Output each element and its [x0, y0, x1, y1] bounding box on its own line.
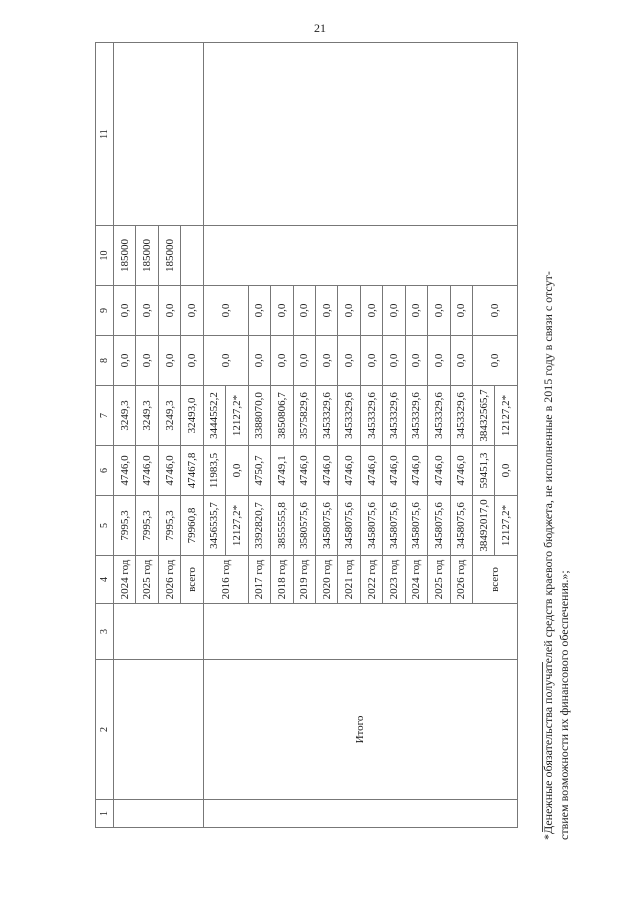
col-9-value-cell: 0,0	[315, 286, 337, 336]
col-7-value-cell: 12127,2*	[495, 386, 518, 446]
col-8-value-cell: 0,0	[181, 336, 203, 386]
col-9-value-cell: 0,0	[338, 286, 360, 336]
col-6-value-cell: 0,0	[495, 446, 518, 496]
footnote-line-1: *Денежные обязательства получателей средств краевого бюджета, не исполненные в 2015 году в связи с отсут-	[541, 271, 555, 840]
col-7-value-cell: 3575829,6	[293, 386, 315, 446]
col-8-value-cell: 0,0	[338, 336, 360, 386]
total-value-cell: 7995,3	[114, 496, 136, 556]
footnote-line-2: ствием возможности их финансового обеспечения.»;	[557, 570, 571, 840]
col-2-cell	[114, 660, 204, 800]
total-value-cell: 3855555,8	[271, 496, 293, 556]
col-1-cell	[114, 800, 204, 828]
col-6-value-cell: 4746,0	[293, 446, 315, 496]
total-value-cell: 12127,2*	[226, 496, 248, 556]
col-9-value-cell: 0,0	[271, 286, 293, 336]
col-9-value-cell: 0,0	[428, 286, 450, 336]
col-9-value-cell: 0,0	[360, 286, 382, 336]
total-value-cell: 3458075,6	[383, 496, 405, 556]
column-number: 2	[96, 660, 114, 800]
year-cell: 2022 год	[360, 556, 382, 604]
col-8-value-cell: 0,0	[473, 336, 518, 386]
year-cell: 2024 год	[114, 556, 136, 604]
col-7-value-cell: 3453329,6	[450, 386, 472, 446]
col-6-value-cell: 4746,0	[428, 446, 450, 496]
total-value-cell: 3458075,6	[405, 496, 427, 556]
budget-table-container	[95, 43, 518, 828]
col-7-value-cell: 3453329,6	[338, 386, 360, 446]
col-7-value-cell: 3850806,7	[271, 386, 293, 446]
total-value-cell: 7995,3	[158, 496, 180, 556]
col-6-value-cell: 4750,7	[248, 446, 270, 496]
col-6-value-cell: 4746,0	[136, 446, 158, 496]
col-7-value-cell: 3249,3	[158, 386, 180, 446]
col-9-value-cell: 0,0	[473, 286, 518, 336]
total-value-cell: 3458075,6	[428, 496, 450, 556]
col-6-value-cell: 4746,0	[158, 446, 180, 496]
total-value-cell: 3458075,6	[450, 496, 472, 556]
col-6-value-cell: 4749,1	[271, 446, 293, 496]
col-9-value-cell: 0,0	[158, 286, 180, 336]
col-7-value-cell: 3249,3	[136, 386, 158, 446]
col-7-value-cell: 3453329,6	[360, 386, 382, 446]
column-number: 5	[96, 496, 114, 556]
col-6-value-cell: 4746,0	[450, 446, 472, 496]
col-9-value-cell: 0,0	[181, 286, 203, 336]
col-6-value-cell: 4746,0	[360, 446, 382, 496]
col-8-value-cell: 0,0	[114, 336, 136, 386]
total-value-cell: 3580575,6	[293, 496, 315, 556]
col-10-cell	[203, 226, 517, 286]
col-10-value-cell	[181, 226, 203, 286]
col-6-value-cell: 4746,0	[114, 446, 136, 496]
total-value-cell: 38492017,0	[473, 496, 495, 556]
col-9-value-cell: 0,0	[450, 286, 472, 336]
col-7-value-cell: 3444552,2	[203, 386, 225, 446]
itogo-label: Итого	[203, 660, 517, 800]
total-value-cell: 7995,3	[136, 496, 158, 556]
year-cell: 2020 год	[315, 556, 337, 604]
col-7-value-cell: 32493,0	[181, 386, 203, 446]
col-6-value-cell: 4746,0	[315, 446, 337, 496]
column-number: 7	[96, 386, 114, 446]
col-7-value-cell: 3453329,6	[428, 386, 450, 446]
col-9-value-cell: 0,0	[293, 286, 315, 336]
col-8-value-cell: 0,0	[136, 336, 158, 386]
col-6-value-cell: 4746,0	[383, 446, 405, 496]
col-6-value-cell: 47467,8	[181, 446, 203, 496]
col-6-value-cell: 0,0	[226, 446, 248, 496]
year-cell: всего	[473, 556, 518, 604]
total-value-cell: 3456535,7	[203, 496, 225, 556]
col-10-value-cell: 185000	[136, 226, 158, 286]
budget-table	[95, 42, 518, 828]
year-cell: 2018 год	[271, 556, 293, 604]
col-8-value-cell: 0,0	[203, 336, 248, 386]
year-cell: всего	[181, 556, 203, 604]
year-cell: 2019 год	[293, 556, 315, 604]
year-cell: 2025 год	[428, 556, 450, 604]
col-6-value-cell: 59451,3	[473, 446, 495, 496]
col-7-value-cell: 3453329,6	[383, 386, 405, 446]
total-value-cell: 3392820,7	[248, 496, 270, 556]
col-1-cell	[203, 800, 517, 828]
col-8-value-cell: 0,0	[271, 336, 293, 386]
col-7-value-cell: 38432565,7	[473, 386, 495, 446]
col-3-cell	[114, 604, 204, 660]
total-value-cell: 3458075,6	[360, 496, 382, 556]
total-value-cell: 3458075,6	[315, 496, 337, 556]
col-8-value-cell: 0,0	[248, 336, 270, 386]
col-10-value-cell: 185000	[158, 226, 180, 286]
col-8-value-cell: 0,0	[293, 336, 315, 386]
col-9-value-cell: 0,0	[405, 286, 427, 336]
col-11-cell	[203, 43, 517, 226]
col-7-value-cell: 3388070,0	[248, 386, 270, 446]
year-cell: 2023 год	[383, 556, 405, 604]
col-8-value-cell: 0,0	[360, 336, 382, 386]
header-row	[96, 43, 114, 828]
total-value-cell: 79960,8	[181, 496, 203, 556]
column-number: 6	[96, 446, 114, 496]
column-number: 11	[96, 43, 114, 226]
col-7-value-cell: 3453329,6	[315, 386, 337, 446]
year-cell: 2016 год	[203, 556, 248, 604]
col-3-cell	[203, 604, 517, 660]
col-11-cell	[114, 43, 204, 226]
table-row	[114, 43, 136, 828]
col-6-value-cell: 11983,5	[203, 446, 225, 496]
col-10-value-cell: 185000	[114, 226, 136, 286]
year-cell: 2025 год	[136, 556, 158, 604]
col-9-value-cell: 0,0	[383, 286, 405, 336]
year-cell: 2024 год	[405, 556, 427, 604]
col-7-value-cell: 3249,3	[114, 386, 136, 446]
total-value-cell: 12127,2*	[495, 496, 518, 556]
col-8-value-cell: 0,0	[158, 336, 180, 386]
col-6-value-cell: 4746,0	[338, 446, 360, 496]
year-cell: 2026 год	[450, 556, 472, 604]
col-7-value-cell: 12127,2*	[226, 386, 248, 446]
footnote	[540, 120, 574, 840]
year-cell: 2026 год	[158, 556, 180, 604]
col-6-value-cell: 4746,0	[405, 446, 427, 496]
column-number: 1	[96, 800, 114, 828]
column-number: 10	[96, 226, 114, 286]
col-8-value-cell: 0,0	[405, 336, 427, 386]
col-7-value-cell: 3453329,6	[405, 386, 427, 446]
page-number: 21	[314, 21, 326, 35]
year-cell: 2021 год	[338, 556, 360, 604]
column-number: 8	[96, 336, 114, 386]
col-8-value-cell: 0,0	[315, 336, 337, 386]
table-row	[203, 43, 225, 828]
column-number: 4	[96, 556, 114, 604]
total-value-cell: 3458075,6	[338, 496, 360, 556]
col-9-value-cell: 0,0	[248, 286, 270, 336]
col-8-value-cell: 0,0	[383, 336, 405, 386]
column-number: 3	[96, 604, 114, 660]
col-8-value-cell: 0,0	[428, 336, 450, 386]
col-9-value-cell: 0,0	[136, 286, 158, 336]
col-9-value-cell: 0,0	[114, 286, 136, 336]
col-8-value-cell: 0,0	[450, 336, 472, 386]
year-cell: 2017 год	[248, 556, 270, 604]
column-number: 9	[96, 286, 114, 336]
col-9-value-cell: 0,0	[203, 286, 248, 336]
